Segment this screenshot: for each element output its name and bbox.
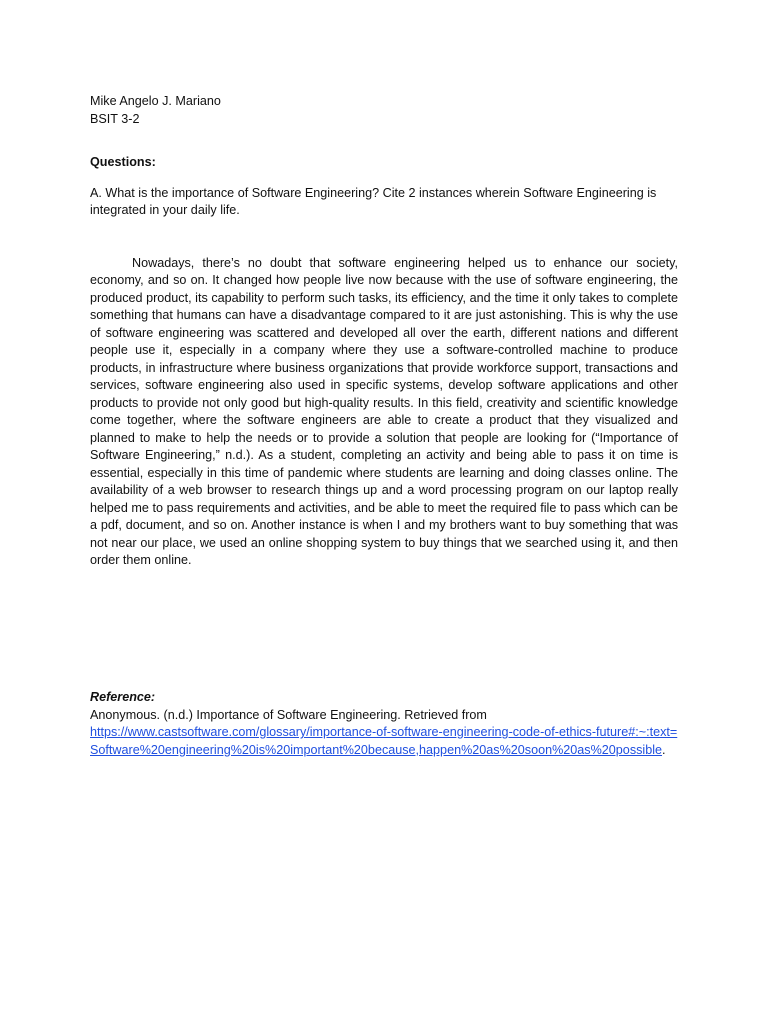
reference-heading: Reference: (90, 690, 156, 704)
section-label: BSIT 3-2 (90, 111, 140, 126)
reference-link[interactable]: https://www.castsoftware.com/glossary/importance-of-software-engineering-code-of-ethics-future#:~:text=Software%20engineering%20is%20important%20because,happen%20as%20soon%20as%20possible (90, 725, 678, 757)
reference-section (90, 689, 678, 759)
document-body (90, 93, 678, 570)
reference-link-line (90, 724, 678, 759)
reference-link-suffix: . (662, 742, 666, 757)
reference-citation: Anonymous. (n.d.) Importance of Software Engineering. Retrieved from (90, 707, 487, 722)
author-name: Mike Angelo J. Mariano (90, 94, 221, 108)
questions-heading: Questions: (90, 155, 156, 169)
question-prompt: A. What is the importance of Software Engineering? Cite 2 instances wherein Software Engineering is integrated in your daily life. (90, 185, 657, 217)
answer-paragraph: Nowadays, there’s no doubt that software engineering helped us to enhance our society, economy, and so on. It changed how people live now because with the use of software engineering, the produced product, its capability to perform such tasks, its efficiency, and the time it only takes to complete something that humans can have a disadvantage compared to it are just astonishing. This is why the use of software engineering was scattered and developed all over the earth, different nations and different people use it, especially in a company where they use a software-controlled machine to produce products, in infrastructure where business organizations that provide workforce support, transactions and services, software engineering also used in specific systems, develop software applications and other products to provide not only good but high-quality results. In this field, creativity and scientific knowledge come together, where the software engineers are able to create a product that they visualized and planned to make to help the needs or to provide a solution that people are looking for (“Importance of Software Engineering,” n.d.). As a student, completing an activity and being able to pass it on time is essential, especially in this time of pandemic where students are learning and doing classes online. The availability of a web browser to research things up and a word processing program on our laptop really helped me to pass requirements and activities, and be able to meet the required file to pass which can be a pdf, document, and so on. Another instance is when I and my brothers want to buy something that was not near our place, we used an online shopping system to buy things that we searched using it, and then order them online. (90, 255, 678, 567)
